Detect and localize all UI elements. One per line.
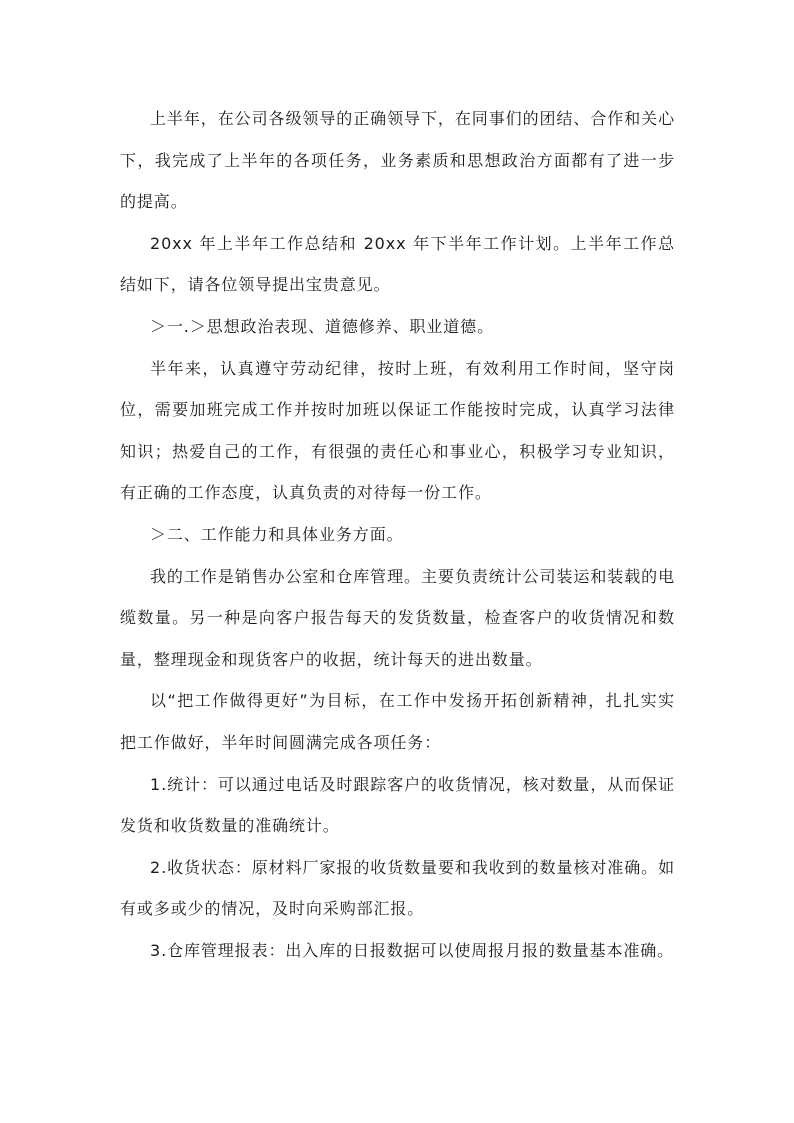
paragraph-intro: 上半年，在公司各级领导的正确领导下，在同事们的团结、合作和关心下，我完成了上半年的各项任务，业务素质和思想政治方面都有了进一步的提高。 bbox=[120, 109, 675, 212]
list-item-warehouse-report: 3.仓库管理报表：出入库的日报数据可以使周报月报的数量基本准确。 bbox=[150, 940, 675, 960]
list-item-receipt-status: 2.收货状态：原材料厂家报的收货数量要和我收到的数量核对准确。如有或多或少的情况，及时向采购部汇报。 bbox=[120, 857, 675, 919]
document-body bbox=[120, 98, 675, 971]
paragraph-job-duties: 我的工作是销售办公室和仓库管理。主要负责统计公司装运和装载的电缆数量。另一种是向客户报告每天的发货数量，检查客户的收货情况和数量，整理现金和现货客户的收据，统计每天的进出数量。 bbox=[120, 566, 675, 669]
heading-work-ability: ＞二、工作能力和具体业务方面。 bbox=[150, 524, 404, 544]
paragraph-work-discipline: 半年来，认真遵守劳动纪律，按时上班，有效利用工作时间，坚守岗位，需要加班完成工作并按时加班以保证工作能按时完成，认真学习法律知识；热爱自己的工作，有很强的责任心和事业心，积极学习专业知识，有正确的工作态度，认真负责的对待每一份工作。 bbox=[120, 358, 675, 503]
paragraph-summary-plan: 20xx 年上半年工作总结和 20xx 年下半年工作计划。上半年工作总结如下，请各位领导提出宝贵意见。 bbox=[120, 233, 675, 295]
heading-political-performance: ＞一.＞思想政治表现、道德修养、职业道德。 bbox=[150, 316, 494, 336]
paragraph-goal: 以“把工作做得更好”为目标，在工作中发扬开拓创新精神，扎扎实实把工作做好，半年时间圆满完成各项任务： bbox=[120, 691, 675, 752]
list-item-statistics: 1.统计：可以通过电话及时跟踪客户的收货情况，核对数量，从而保证发货和收货数量的准确统计。 bbox=[120, 774, 675, 836]
